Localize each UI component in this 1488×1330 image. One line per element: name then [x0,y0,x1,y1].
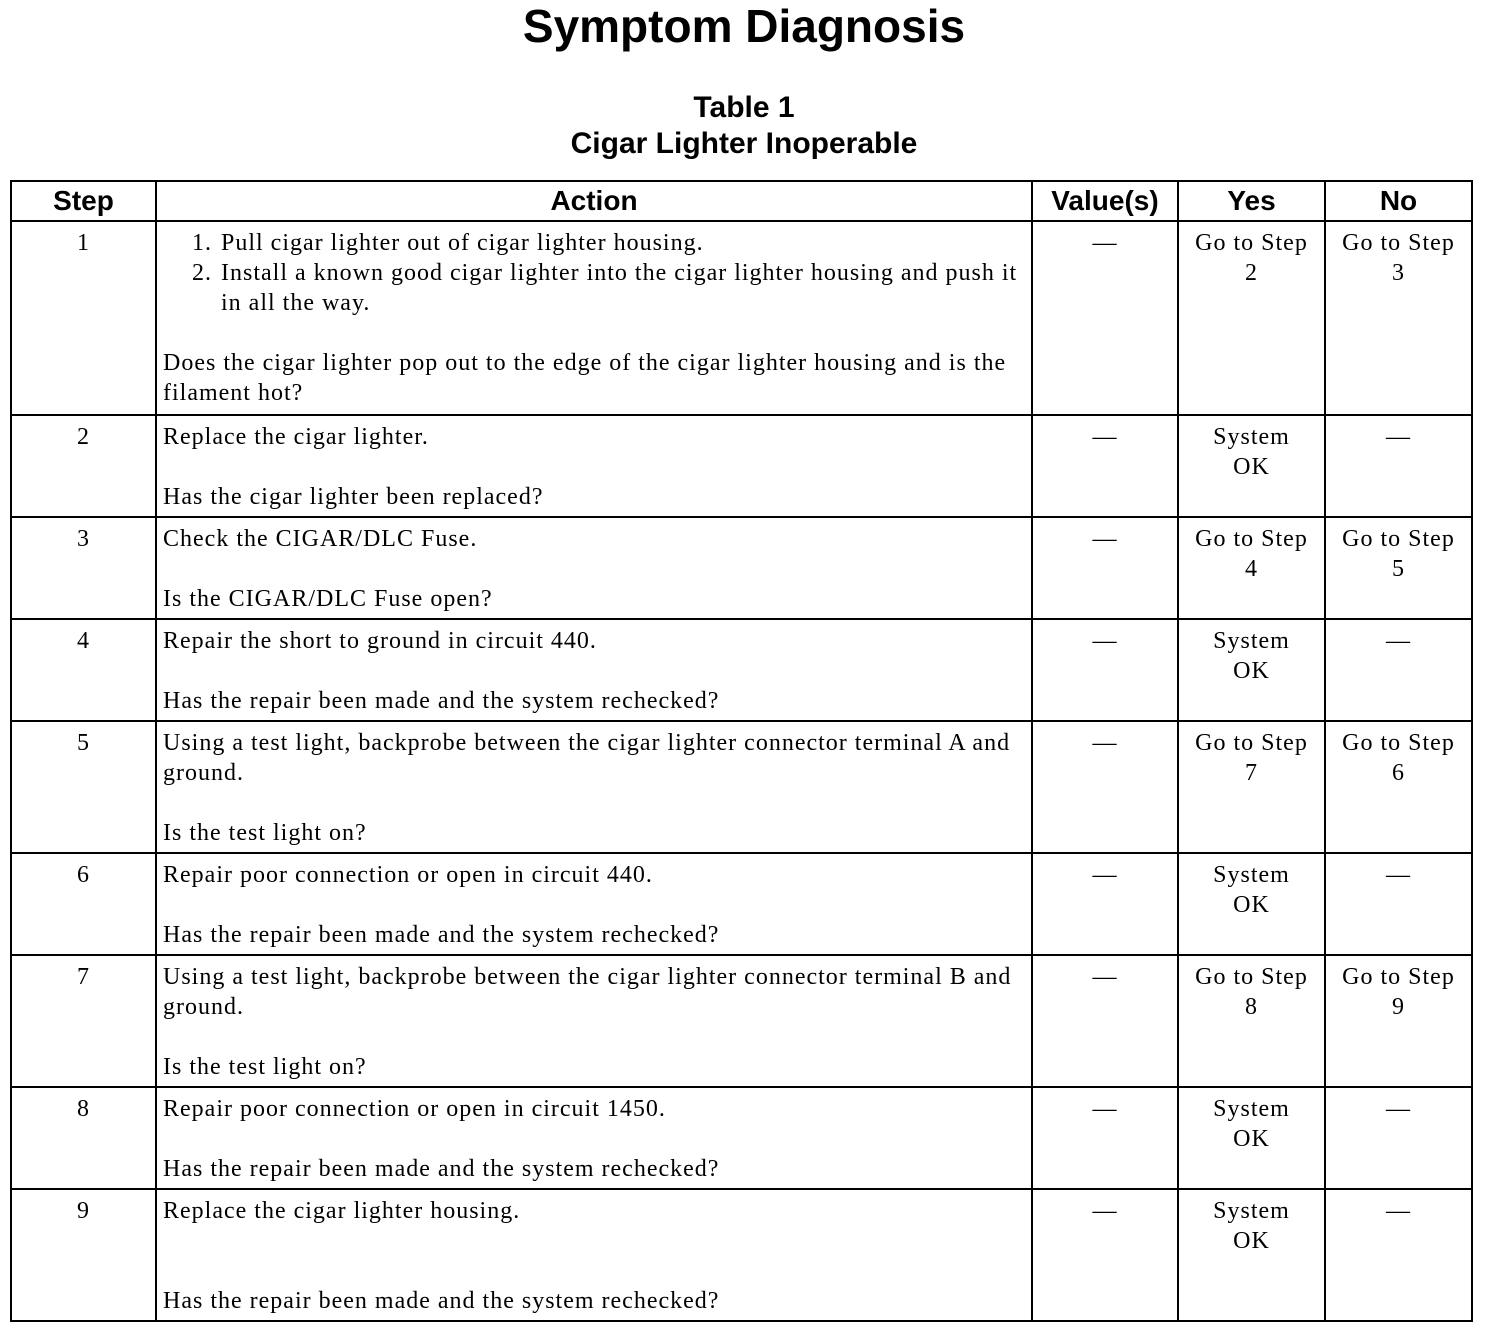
no-step: 9 [1392,994,1405,1020]
header-step: Step [11,181,156,221]
action-cell [156,221,1032,415]
step-number: 4 [11,619,156,721]
yes-text: Go to Step [1195,230,1308,256]
no-cell [1325,721,1472,853]
action-text: Replace the cigar lighter. [163,424,429,450]
yes-step: 2 [1245,260,1258,286]
yes-cell [1178,619,1325,721]
step-number: 6 [11,853,156,955]
action-text: Using a test light, backprobe between the cigar lighter connector terminal B and ground. [163,964,1012,1020]
yes-cell [1178,1087,1325,1189]
header-values: Value(s) [1032,181,1178,221]
step-number: 7 [11,955,156,1087]
no-text: — [1386,862,1411,888]
action-text: Using a test light, backprobe between the cigar lighter connector terminal A and ground. [163,730,1011,786]
no-text: — [1386,1198,1411,1224]
list-item: 1. Pull cigar lighter out of cigar lighter housing. [219,228,1025,258]
action-cell [156,721,1032,853]
no-cell [1325,221,1472,415]
step-number: 2 [11,415,156,517]
yes-text: System [1213,1198,1290,1224]
step-number: 5 [11,721,156,853]
no-text: Go to Step [1342,526,1455,552]
yes-cell [1178,721,1325,853]
yes-cell [1178,955,1325,1087]
yes-cell [1178,853,1325,955]
yes-text: System [1213,862,1290,888]
no-cell [1325,517,1472,619]
action-cell [156,1087,1032,1189]
yes-step: OK [1233,658,1270,684]
no-step: 3 [1392,260,1405,286]
yes-step: 7 [1245,760,1258,786]
no-cell [1325,955,1472,1087]
diagnosis-table [10,180,1473,1322]
value-cell: — [1032,721,1178,853]
table-row [11,721,1472,853]
action-text: Repair poor connection or open in circuit 1450. [163,1096,666,1122]
yes-text: System [1213,424,1290,450]
table-title: Cigar Lighter Inoperable [570,127,918,160]
table-row [11,955,1472,1087]
table-row [11,1189,1472,1321]
action-text: Replace the cigar lighter housing. [163,1198,521,1224]
yes-step: OK [1233,1126,1270,1152]
no-cell [1325,1087,1472,1189]
yes-text: System [1213,628,1290,654]
action-cell [156,415,1032,517]
table-row [11,221,1472,415]
header-no: No [1325,181,1472,221]
list-item: 2. Install a known good cigar lighter into the cigar lighter housing and push it in all the way. [219,258,1025,318]
value-cell: — [1032,221,1178,415]
no-cell [1325,619,1472,721]
action-cell [156,619,1032,721]
action-cell [156,1189,1032,1321]
action-text: Check the CIGAR/DLC Fuse. [163,526,478,552]
yes-step: 4 [1245,556,1258,582]
yes-text: Go to Step [1195,730,1308,756]
step-number: 9 [11,1189,156,1321]
action-text: Repair the short to ground in circuit 440. [163,628,597,654]
no-text: Go to Step [1342,964,1455,990]
step-number: 1 [11,221,156,415]
yes-step: 8 [1245,994,1258,1020]
yes-text: Go to Step [1195,964,1308,990]
value-cell: — [1032,415,1178,517]
value-cell: — [1032,1189,1178,1321]
yes-step: OK [1233,892,1270,918]
action-question: Does the cigar lighter pop out to the edge of the cigar lighter housing and is the filament hot? [163,350,1007,406]
action-cell [156,853,1032,955]
action-cell [156,955,1032,1087]
value-cell: — [1032,619,1178,721]
action-question: Is the test light on? [163,820,367,846]
no-cell [1325,1189,1472,1321]
action-question: Has the repair been made and the system rechecked? [163,922,720,948]
no-text: — [1386,424,1411,450]
table-number: Table 1 [693,91,795,124]
no-text: Go to Step [1342,730,1455,756]
no-cell [1325,415,1472,517]
action-cell [156,517,1032,619]
value-cell: — [1032,955,1178,1087]
value-cell: — [1032,853,1178,955]
step-number: 3 [11,517,156,619]
no-step: 6 [1392,760,1405,786]
yes-text: System [1213,1096,1290,1122]
action-question: Has the repair been made and the system rechecked? [163,1288,720,1314]
table-row [11,517,1472,619]
yes-cell [1178,517,1325,619]
value-cell: — [1032,517,1178,619]
action-text: Repair poor connection or open in circuit 440. [163,862,653,888]
table-row [11,853,1472,955]
action-question: Has the cigar lighter been replaced? [163,484,544,510]
action-question: Is the CIGAR/DLC Fuse open? [163,586,493,612]
header-row [11,181,1472,221]
page-title: Symptom Diagnosis [522,0,966,52]
yes-step: OK [1233,1228,1270,1254]
yes-cell [1178,221,1325,415]
no-text: — [1386,628,1411,654]
action-question: Is the test light on? [163,1054,367,1080]
table-row [11,619,1472,721]
no-text: Go to Step [1342,230,1455,256]
yes-text: Go to Step [1195,526,1308,552]
step-number: 8 [11,1087,156,1189]
yes-cell [1178,1189,1325,1321]
action-question: Has the repair been made and the system rechecked? [163,1156,720,1182]
no-text: — [1386,1096,1411,1122]
table-row [11,1087,1472,1189]
header-action: Action [156,181,1032,221]
no-step: 5 [1392,556,1405,582]
value-cell: — [1032,1087,1178,1189]
action-list [163,228,1025,318]
no-cell [1325,853,1472,955]
table-row [11,415,1472,517]
yes-step: OK [1233,454,1270,480]
yes-cell [1178,415,1325,517]
header-yes: Yes [1178,181,1325,221]
action-question: Has the repair been made and the system rechecked? [163,688,720,714]
